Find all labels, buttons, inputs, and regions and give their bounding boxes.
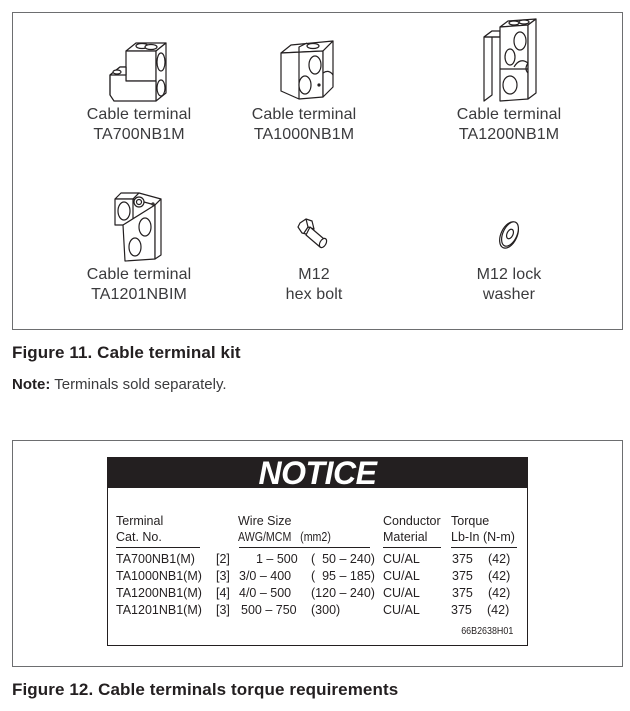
- kit-item-ta1200: [419, 17, 599, 145]
- kit-item-code: TA1200NB1M: [458, 126, 560, 143]
- cell-material: CU/AL: [383, 586, 420, 600]
- cable-terminal-ta1200-icon: [474, 17, 544, 105]
- kit-item-name: M12 lock: [476, 266, 542, 283]
- cell-qty: [3]: [216, 569, 230, 583]
- kit-item-name: Cable terminal: [86, 106, 192, 123]
- cell-cat-no: TA1000NB1(M): [116, 569, 202, 583]
- cable-terminal-ta700-icon: [104, 35, 174, 105]
- header-terminal-1: Terminal: [116, 514, 164, 528]
- note-text: Terminals sold separately.: [50, 376, 227, 393]
- cell-qty: [2]: [216, 552, 230, 566]
- notice-title: NOTICE: [108, 458, 527, 488]
- figure-12-caption: Figure 12. Cable terminals torque requirements: [12, 680, 399, 699]
- header-rule: [116, 547, 200, 548]
- kit-item-ta1000: [214, 25, 394, 145]
- header-rule: [383, 547, 441, 548]
- cell-nm: (42): [488, 586, 511, 600]
- cell-cat-no: TA1201NB1(M): [116, 603, 202, 617]
- cell-nm: (42): [487, 603, 510, 617]
- notice-label-panel: [107, 457, 528, 646]
- note: [12, 376, 227, 393]
- note-label: Note:: [12, 376, 51, 393]
- header-conductor-1: Conductor: [383, 514, 441, 528]
- cable-terminal-ta1201-icon: [109, 189, 169, 265]
- cell-lbin: 375: [452, 569, 473, 583]
- kit-item-name: Cable terminal: [456, 106, 562, 123]
- cable-terminal-ta1000-icon: [269, 35, 339, 105]
- cell-mm2: ( 95 – 185): [311, 569, 375, 583]
- kit-item-ta700: [49, 25, 229, 145]
- kit-item-name: Cable terminal: [86, 266, 192, 283]
- header-rule: [239, 547, 370, 548]
- lock-washer-icon: [494, 215, 524, 255]
- cell-nm: (42): [488, 569, 511, 583]
- header-torque-2: Lb-In (N-m): [451, 530, 515, 544]
- header-torque-1: Torque: [451, 514, 490, 528]
- cell-awg: 1 – 500: [256, 552, 298, 566]
- kit-item-code: TA1000NB1M: [253, 126, 355, 143]
- kit-item-lock-washer: [419, 185, 599, 305]
- cell-lbin: 375: [451, 603, 472, 617]
- figure-11-frame: [12, 12, 623, 330]
- cell-awg: 3/0 – 400: [239, 569, 292, 583]
- header-wire-1: Wire Size: [238, 514, 292, 528]
- kit-item-code: TA700NB1M: [93, 126, 185, 143]
- cell-cat-no: TA700NB1(M): [116, 552, 195, 566]
- cell-mm2: ( 50 – 240): [311, 552, 375, 566]
- figure-11-caption: Figure 11. Cable terminal kit: [12, 343, 241, 362]
- cell-awg: 500 – 750: [241, 603, 297, 617]
- part-number: 66B2638H01: [460, 625, 513, 637]
- header-rule: [451, 547, 517, 548]
- cell-material: CU/AL: [383, 603, 420, 617]
- cell-mm2: (300): [311, 603, 341, 617]
- cell-material: CU/AL: [383, 569, 420, 583]
- kit-item-name: M12: [298, 266, 330, 283]
- cell-material: CU/AL: [383, 552, 420, 566]
- header-conductor-2: Material: [383, 530, 428, 544]
- hex-bolt-icon: [294, 215, 334, 255]
- kit-item-name: Cable terminal: [251, 106, 357, 123]
- cell-qty: [4]: [216, 586, 230, 600]
- kit-item-hex-bolt: [224, 185, 404, 305]
- header-wire-2: AWG/MCM (mm2): [238, 530, 331, 544]
- kit-item-code: TA1201NBIM: [91, 286, 187, 303]
- kit-item-ta1201: [49, 185, 229, 305]
- header-terminal-2: Cat. No.: [116, 530, 162, 544]
- kit-item-code: hex bolt: [285, 286, 343, 303]
- cell-mm2: (120 – 240): [311, 586, 375, 600]
- cell-lbin: 375: [452, 552, 473, 566]
- kit-item-code: washer: [482, 286, 536, 303]
- cell-nm: (42): [488, 552, 511, 566]
- cell-qty: [3]: [216, 603, 230, 617]
- cell-awg: 4/0 – 500: [239, 586, 292, 600]
- cell-cat-no: TA1200NB1(M): [116, 586, 202, 600]
- cell-lbin: 375: [452, 586, 473, 600]
